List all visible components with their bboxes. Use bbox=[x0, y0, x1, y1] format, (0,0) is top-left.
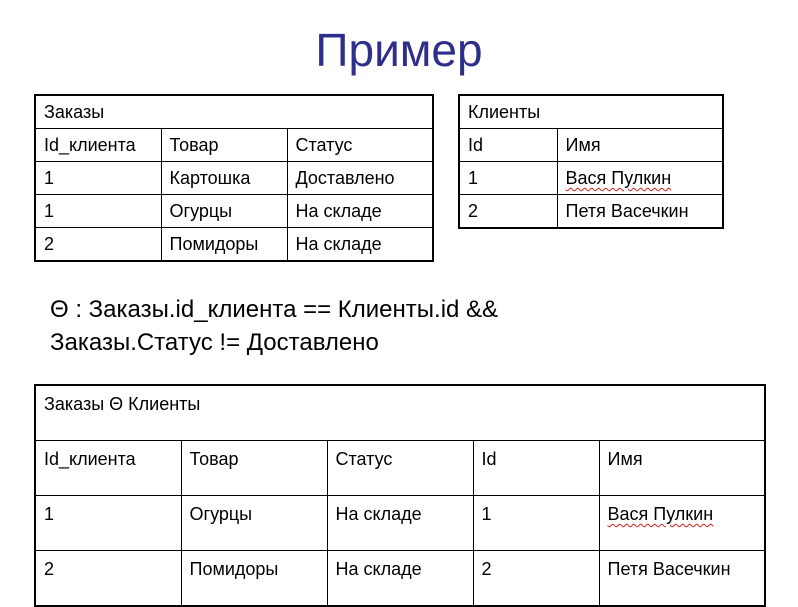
table-cell: Огурцы bbox=[161, 195, 287, 228]
column-header: Статус bbox=[327, 441, 473, 496]
table-cell: На складе bbox=[327, 551, 473, 607]
table-cell: Картошка bbox=[161, 162, 287, 195]
table-row bbox=[35, 496, 765, 551]
table-header-row bbox=[35, 129, 433, 162]
column-header: Id bbox=[459, 129, 557, 162]
join-condition-line-2: Заказы.Статус != Доставлено bbox=[50, 329, 379, 356]
table-cell bbox=[599, 496, 765, 551]
table-cell: 1 bbox=[459, 162, 557, 195]
table-caption-row bbox=[35, 95, 433, 129]
table-row bbox=[35, 551, 765, 607]
joined-table bbox=[34, 384, 766, 607]
column-header: Товар bbox=[161, 129, 287, 162]
table-cell: На складе bbox=[327, 496, 473, 551]
table-caption: Клиенты bbox=[459, 95, 723, 129]
table-cell: 1 bbox=[35, 162, 161, 195]
column-header: Имя bbox=[557, 129, 723, 162]
table-cell: 2 bbox=[459, 195, 557, 229]
table-cell: 2 bbox=[35, 228, 161, 262]
column-header: Id bbox=[473, 441, 599, 496]
table-cell: Доставлено bbox=[287, 162, 433, 195]
table-caption-row bbox=[459, 95, 723, 129]
column-header: Статус bbox=[287, 129, 433, 162]
table-cell: Петя Васечкин bbox=[599, 551, 765, 607]
orders-table bbox=[34, 94, 434, 262]
table-caption: Заказы bbox=[35, 95, 433, 129]
table-cell: 2 bbox=[473, 551, 599, 607]
column-header: Id_клиента bbox=[35, 129, 161, 162]
clients-table bbox=[458, 94, 724, 229]
table-row bbox=[459, 162, 723, 195]
table-cell: На складе bbox=[287, 228, 433, 262]
table-header-row bbox=[459, 129, 723, 162]
table-cell bbox=[557, 162, 723, 195]
table-caption-row bbox=[35, 385, 765, 441]
join-condition-line-1: Θ : Заказы.id_клиента == Клиенты.id && bbox=[50, 296, 499, 323]
column-header: Товар bbox=[181, 441, 327, 496]
column-header: Id_клиента bbox=[35, 441, 181, 496]
spellcheck-underlined-name: Вася Пулкин bbox=[607, 504, 714, 524]
table-cell: Огурцы bbox=[181, 496, 327, 551]
table-row bbox=[459, 195, 723, 229]
table-cell: На складе bbox=[287, 195, 433, 228]
table-cell: 2 bbox=[35, 551, 181, 607]
table-cell: 1 bbox=[35, 496, 181, 551]
table-header-row bbox=[35, 441, 765, 496]
column-header: Имя bbox=[599, 441, 765, 496]
table-row bbox=[35, 228, 433, 262]
table-cell: Петя Васечкин bbox=[557, 195, 723, 229]
slide-title: Пример bbox=[315, 24, 483, 76]
spellcheck-underlined-name: Вася Пулкин bbox=[565, 168, 672, 188]
table-row bbox=[35, 162, 433, 195]
table-row bbox=[35, 195, 433, 228]
table-cell: Помидоры bbox=[161, 228, 287, 262]
table-cell: 1 bbox=[35, 195, 161, 228]
table-cell: 1 bbox=[473, 496, 599, 551]
join-condition bbox=[50, 293, 498, 359]
table-cell: Помидоры bbox=[181, 551, 327, 607]
table-caption: Заказы Θ Клиенты bbox=[35, 385, 765, 441]
